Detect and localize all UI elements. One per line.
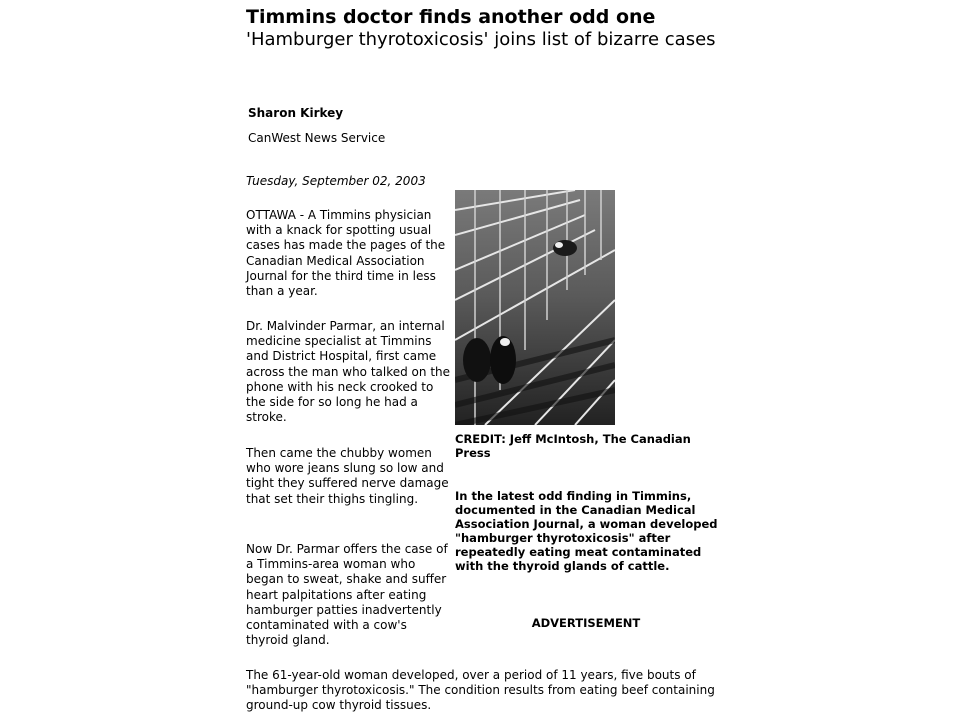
cattle-pen-photo xyxy=(455,190,615,425)
article-paragraph: Then came the chubby women who wore jeans slung so low and tight they suffered nerve damage that set their thighs tingling. xyxy=(246,446,449,506)
advertisement-label: ADVERTISEMENT xyxy=(531,616,641,630)
photo-caption: In the latest odd finding in Timmins, documented in the Canadian Medical Association Journal, a woman developed "hamburger thyrotoxicosis" after repeatedly eating meat contaminated with the thyroid glands of cattle. xyxy=(455,489,718,573)
article-paragraph: OTTAWA - A Timmins physician with a knack for spotting usual cases has made the pages of the Canadian Medical Association Journal for the third time in less than a year. xyxy=(246,208,446,299)
byline-service: CanWest News Service xyxy=(248,131,386,145)
article-paragraph: The 61-year-old woman developed, over a period of 11 years, five bouts of "hamburger thyrotoxicosis." The condition results from eating beef containing ground-up cow thyroid tissues. xyxy=(246,668,715,713)
byline-author: Sharon Kirkey xyxy=(248,106,344,120)
headline: Timmins doctor finds another odd one xyxy=(246,6,656,28)
subheadline: 'Hamburger thyrotoxicosis' joins list of bizarre cases xyxy=(246,29,716,50)
article-paragraph: Now Dr. Parmar offers the case of a Timmins-area woman who began to sweat, shake and suffer heart palpitations after eating hamburger patties inadvertently contaminated with a cow's thyroid gland. xyxy=(246,542,448,648)
article-paragraph: Dr. Malvinder Parmar, an internal medicine specialist at Timmins and District Hospital, first came across the man who talked on the phone with his neck crooked to the side for so long he had a stroke. xyxy=(246,319,451,425)
publish-date: Tuesday, September 02, 2003 xyxy=(246,174,426,188)
photo-credit: CREDIT: Jeff McIntosh, The Canadian Press xyxy=(455,432,691,460)
